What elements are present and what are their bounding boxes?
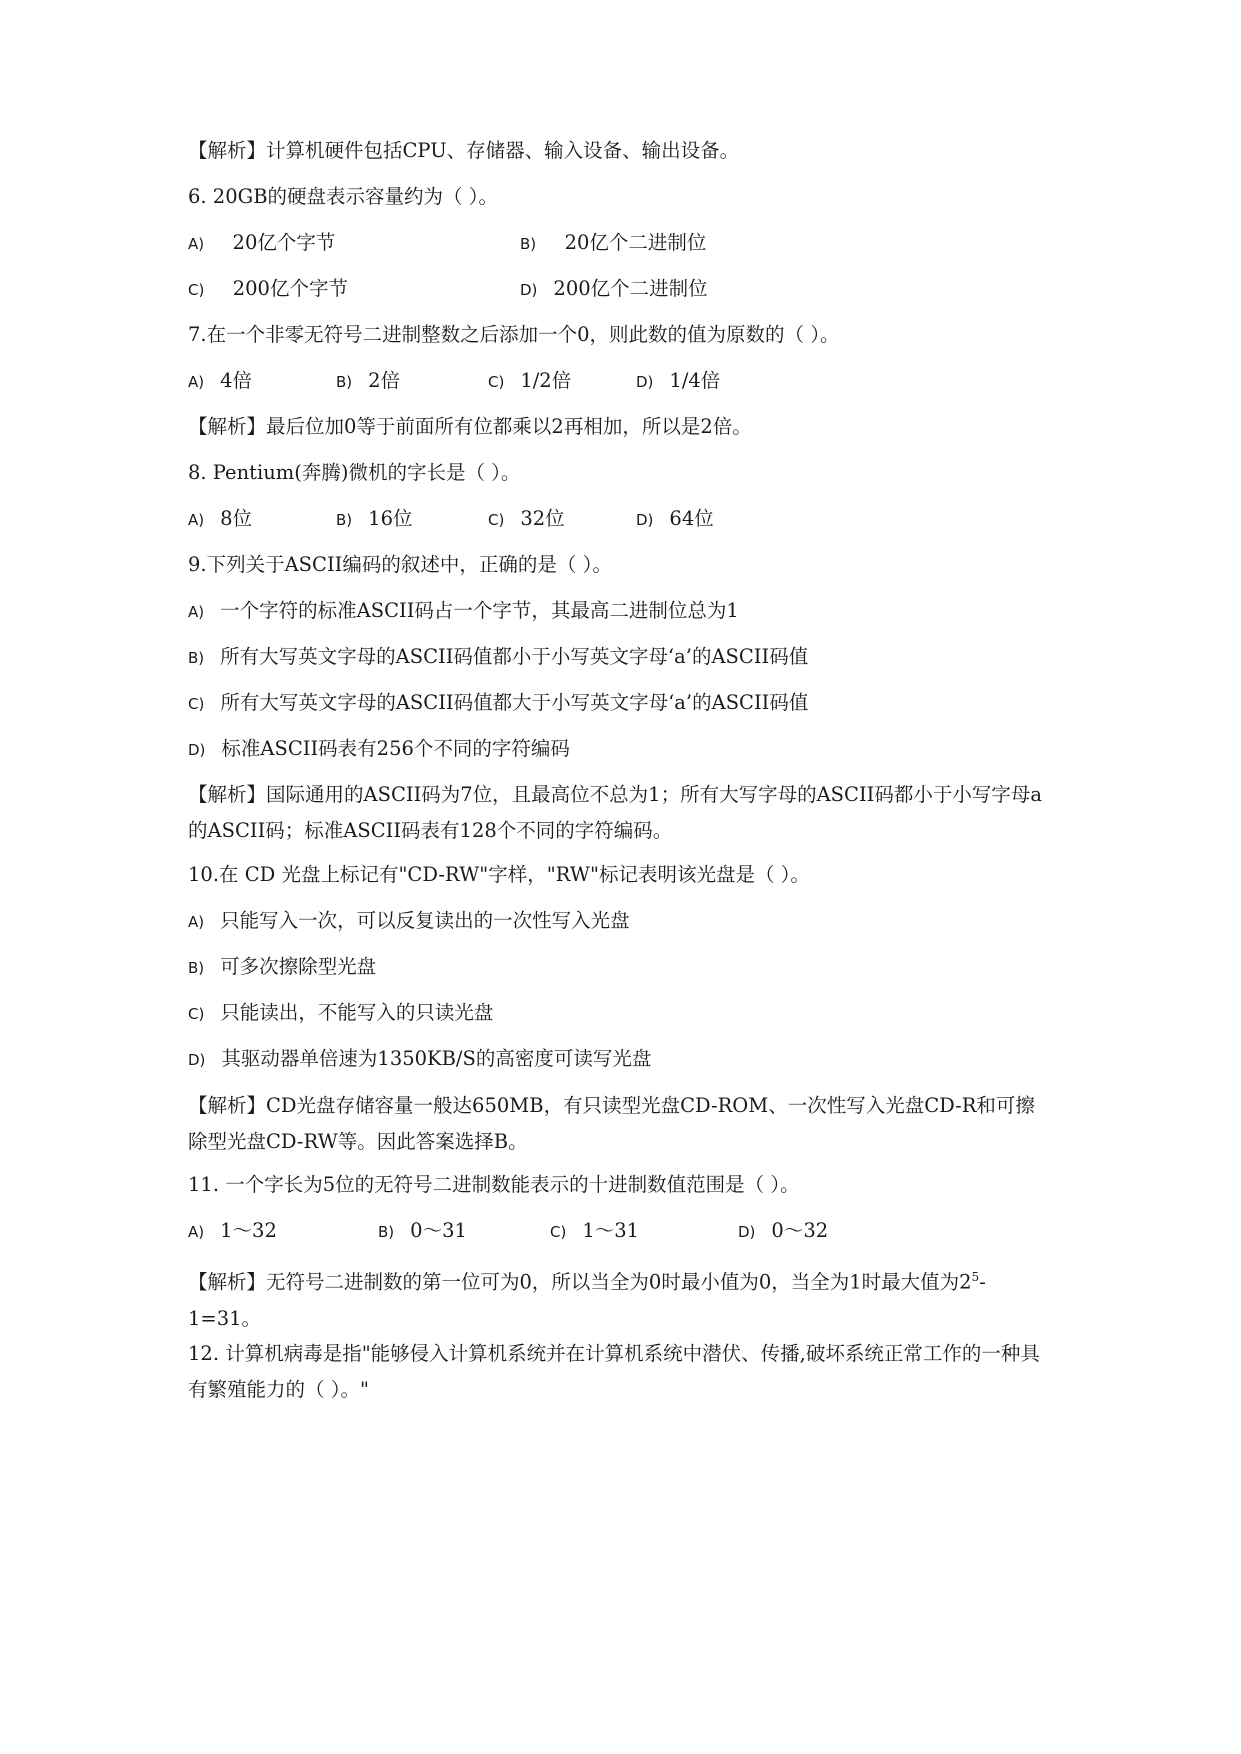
option-a: A) 1～32 bbox=[188, 1219, 277, 1242]
option-d: D) 其驱动器单倍速为1350KB/S的高密度可读写光盘 bbox=[188, 1047, 652, 1070]
question-7: 7.在一个非零无符号二进制整数之后添加一个0，则此数的值为原数的（ ）。 bbox=[188, 323, 840, 346]
option-b: B) 2倍 bbox=[336, 369, 401, 392]
option-d: D) 64位 bbox=[636, 507, 714, 530]
option-d: D) 1/4倍 bbox=[636, 369, 721, 392]
option-b: B) 所有大写英文字母的ASCII码值都小于小写英文字母‘a’的ASCII码值 bbox=[188, 645, 809, 668]
analysis-text: 【解析】CD光盘存储容量一般达650MB，有只读型光盘CD-ROM、一次性写入光盘CD-R和可擦除型光盘CD-RW等。因此答案选择B。 bbox=[188, 1094, 1035, 1153]
question-11: 11. 一个字长为5位的无符号二进制数能表示的十进制数值范围是（ ）。 bbox=[188, 1173, 800, 1196]
analysis-text: 【解析】无符号二进制数的第一位可为0，所以当全为0时最小值为0，当全为1时最大值为$2^5-1=31$。 bbox=[188, 1270, 986, 1330]
option-b: B) 20亿个二进制位 bbox=[520, 231, 707, 254]
option-c: C) 200亿个字节 bbox=[188, 277, 348, 300]
option-c: C) 只能读出，不能写入的只读光盘 bbox=[188, 1001, 494, 1024]
option-c: C) 1～31 bbox=[550, 1219, 640, 1242]
option-d: D) 0～32 bbox=[738, 1219, 829, 1242]
question-9: 9.下列关于ASCII编码的叙述中，正确的是（ ）。 bbox=[188, 553, 612, 576]
option-b: B) 0～31 bbox=[378, 1219, 467, 1242]
question-12: 12. 计算机病毒是指"能够侵入计算机系统并在计算机系统中潜伏、传播,破坏系统正常工作的一种具有繁殖能力的（ ）。" bbox=[188, 1342, 1040, 1401]
option-b: B) 可多次擦除型光盘 bbox=[188, 955, 377, 978]
option-a: A) 一个字符的标准ASCII码占一个字节，其最高二进制位总为1 bbox=[188, 599, 739, 622]
analysis-text: 【解析】国际通用的ASCII码为7位，且最高位不总为1；所有大写字母的ASCII码都小于小写字母a的ASCII码；标准ASCII码表有128个不同的字符编码。 bbox=[188, 783, 1042, 842]
option-b: B) 16位 bbox=[336, 507, 413, 530]
option-d: D) 200亿个二进制位 bbox=[520, 277, 708, 300]
option-c: C) 32位 bbox=[488, 507, 565, 530]
option-a: A) 只能写入一次，可以反复读出的一次性写入光盘 bbox=[188, 909, 630, 932]
question-6: 6. 20GB的硬盘表示容量约为（ ）。 bbox=[188, 185, 498, 208]
analysis-text: 【解析】最后位加0等于前面所有位都乘以2再相加，所以是2倍。 bbox=[188, 415, 752, 438]
option-a: A) 20亿个字节 bbox=[188, 231, 336, 254]
option-a: A) 4倍 bbox=[188, 369, 253, 392]
option-c: C) 所有大写英文字母的ASCII码值都大于小写英文字母‘a’的ASCII码值 bbox=[188, 691, 809, 714]
option-c: C) 1/2倍 bbox=[488, 369, 572, 392]
question-8: 8. Pentium(奔腾)微机的字长是（ ）。 bbox=[188, 461, 521, 484]
question-10: 10.在 CD 光盘上标记有"CD-RW"字样，"RW"标记表明该光盘是（ ）。 bbox=[188, 863, 810, 886]
option-a: A) 8位 bbox=[188, 507, 253, 530]
option-d: D) 标准ASCII码表有256个不同的字符编码 bbox=[188, 737, 570, 760]
analysis-text: 【解析】计算机硬件包括CPU、存储器、输入设备、输出设备。 bbox=[188, 139, 740, 162]
